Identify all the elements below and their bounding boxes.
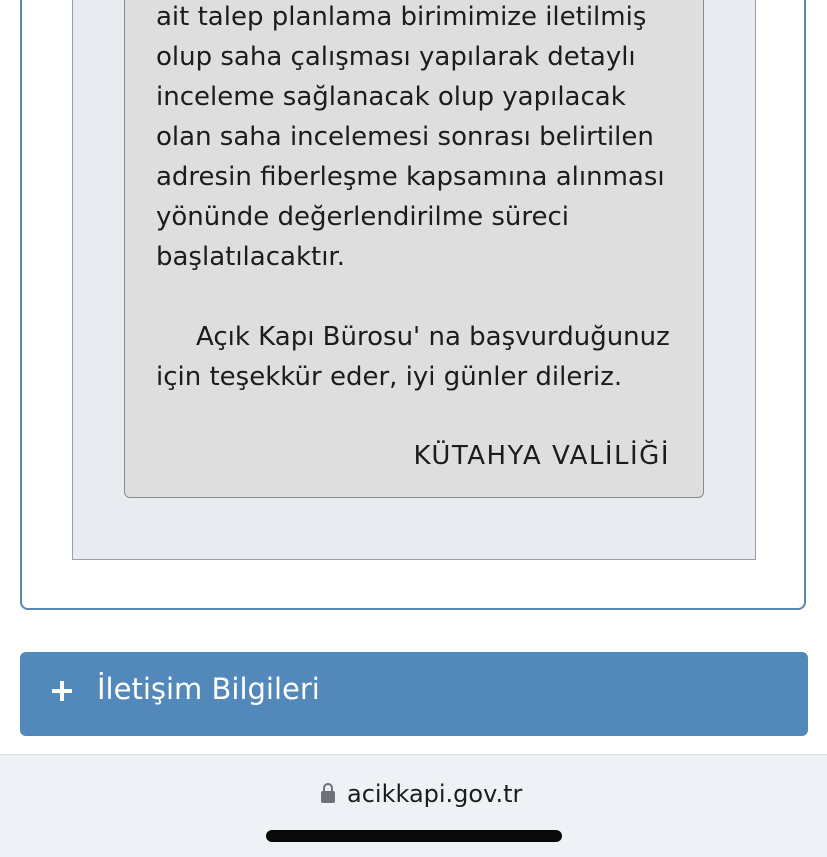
url-text[interactable]: acikkapi.gov.tr [347, 780, 523, 808]
plus-icon[interactable] [52, 681, 72, 701]
letter-line: adresin fiberleşme kapsamına alınması [156, 162, 665, 192]
closing-line: için teşekkür eder, iyi günler dileriz. [156, 362, 623, 392]
accordion-label[interactable]: İletişim Bilgileri [97, 672, 320, 706]
letter-body [156, 0, 686, 397]
signature: KÜTAHYA VALİLİĞİ [413, 441, 670, 471]
letter-line: başlatılacaktır. [156, 242, 345, 272]
home-indicator [266, 830, 562, 842]
letter-line: yönünde değerlendirilme süreci [156, 202, 569, 232]
letter-line: olan saha incelemesi sonrası belirtilen [156, 122, 654, 152]
lock-icon [321, 783, 335, 803]
letter-line: inceleme sağlanacak olup yapılacak [156, 82, 626, 112]
letter-line: olup saha çalışması yapılarak detaylı [156, 42, 636, 72]
letter-line: ait talep planlama birimimize iletilmiş [156, 2, 647, 32]
closing-line: Açık Kapı Bürosu' na başvurduğunuz [196, 322, 670, 352]
paragraph-gap [156, 277, 686, 317]
